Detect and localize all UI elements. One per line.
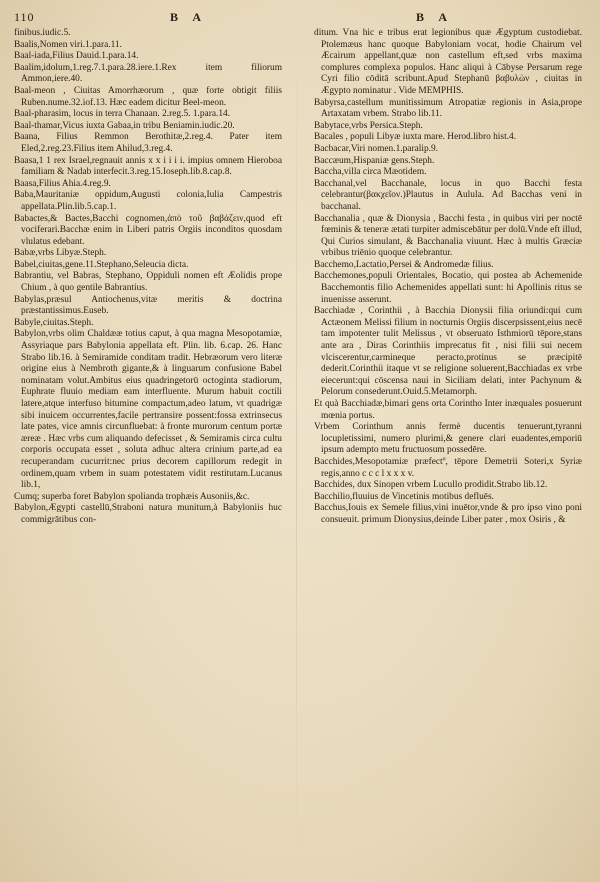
running-head-left: B A — [170, 10, 208, 24]
dictionary-entry: finibus.iudic.5. — [14, 28, 71, 38]
dictionary-entry: Babylas,præsul Antiochenus,vitæ meritis & doctrina præstantissimus.Euseb. — [14, 294, 282, 317]
dictionary-entry: Baalim,idolum,1.reg.7.1.para.28.iere.1.Rex item filiorum Ammon,iere.40. — [14, 62, 282, 85]
right-column — [314, 28, 582, 527]
dictionary-entry: Babactes,& Bactes,Bacchi cognomen,ἀπὸ τοῦ βαβάζειν,quod eft vociferari.Bacchæ enim in Liberi patris Orgiis inconditos quosdam vlulatus edebant. — [14, 213, 282, 247]
dictionary-entry: Cumq; superba foret Babylon spolianda trophæis Ausoniis,&c. — [14, 491, 250, 502]
dictionary-entry: Vrbem Corinthum annis fermè ducentis tenuerunt,tyranni locupletissimi, numero plurimi,& genere clari euadentes,emporiū ipsum adempto metu fructuosum possedēre. — [314, 422, 582, 456]
dictionary-entry: Baba,Mauritaniæ oppidum,Augusti colonia,Iulia Campestris appellata.Plin.lib.5.cap.1. — [14, 190, 282, 212]
dictionary-entry: Baana, Filius Remmon Berothitæ,2.reg.4. Pater item Eled,2.reg.23.Filius item Ahilud,3.reg.4. — [14, 132, 282, 154]
left-column — [14, 28, 282, 527]
dictionary-entry: ditum. Vna hic e tribus erat legionibus quæ Ægyptum custodiebat. Ptolemæus hanc quoque Babyloniam vocat, hodie Chairum vel Æcairum appellant,quæ non castellum eft,sed vrbs maxima complures complexa populos. Hanc aliqui à Cābyse Persarum rege Cyri filio cōditā scribunt.Apud Stephanū βαβυλὼν , ciuitas in Ægypto nominatur . Vide MEMPHIS. — [314, 28, 582, 96]
dictionary-entry: Babytace,vrbs Persica.Steph. — [314, 120, 423, 131]
page-header — [0, 8, 600, 28]
dictionary-entry: Baal-thamar,Vicus iuxta Gabaa,in tribu Beniamin.iudic.20. — [14, 120, 235, 131]
dictionary-entry: Bacchemones,populi Orientales, Bocatio, qui postea ab Achemenide Bacchemontis filio Achemenides appellati sunt: hi Apollinis ritus se inuenisse asserunt. — [314, 271, 582, 305]
dictionary-entry: Baal-meon , Ciuitas Amorrhæorum , quæ forte obtigit filiis Ruben.nume.32.iof.13. Hæc eadem dicitur Beel-meon. — [14, 85, 282, 108]
dictionary-entry: Bacchus,Iouis ex Semele filius,vini inuētor,vnde & pro ipso vino poni consueuit. primum Dionysius,deinde Liber pater , mox Osiris , & — [314, 503, 582, 525]
dictionary-entry: Bacchanalia , quæ & Dionysia , Bacchi festa , in quibus viri per noctē fœminis & teneræ ætati turpiter admiscebātur per dolū.Vnde eft illud, Qui Curios simulant, & Bacchanalia viuunt. Hæc à multis Græciæ vrbibus triēnio quoque celebrantur. — [314, 213, 582, 259]
dictionary-entry: Baalis,Nomen viri.1.para.11. — [14, 39, 122, 50]
dictionary-entry: Baccæum,Hispaniæ gens.Steph. — [314, 155, 435, 166]
dictionary-entry: Baccha,villa circa Mæotidem. — [314, 167, 427, 178]
dictionary-entry: Bacchilio,fluuius de Vincetinis motibus defluēs. — [314, 491, 494, 502]
dictionary-entry: Baasa,Filius Ahia.4.reg.9. — [14, 178, 111, 189]
dictionary-entry: Baal-pharasim, locus in terra Chanaan. 2.reg.5. 1.para.14. — [14, 109, 231, 120]
dictionary-entry: Bacales , populi Libyæ iuxta mare. Herod.libro hist.4. — [314, 132, 517, 143]
dictionary-entry: Baal-iada,Filius Dauid.1.para.14. — [14, 51, 139, 62]
dictionary-entry: Et quà Bacchiadæ,bimari gens orta Corintho Inter inæquales posuerunt mœnia portus. — [314, 399, 582, 421]
dictionary-entry: Babylon,vrbs olim Chaldææ totius caput, à qua magna Mesopotamiæ, Assyriaque pars Babylonia appellata eft. Plin. lib. 6.cap. 26. Hanc Strabo lib.16. à Semiramide conditam tradit. Hebræorum vero literæ origine eius à Nembroth gigante,& à linguarum confusione Babel nominatam volut.Ambitus eius quadringetorū octoginta stadiorum, Euphrate fluuio mediam eam interfluente. Murum habuit coctili latere,atque interfuso bitumine compactum,adeo latum, vt quadrigæ sibi inuicem occurrentes,facile pertransire possent:fossa extrinsecus late pates, vice amnis circunfluebat: à fronte murorum centum portæ æreæ . Hæc vrbs cum aliquando defecisset , & Semiramis circa cultu corporis occupata esset , soluta adhuc altera crinium parte,ad ea recuperandam cucurrit:nec prius decorem capillorum redegit in ordinem,quam vrbem in suam potestatem vidit restitutam.Lucanus lib.1, — [14, 329, 282, 491]
dictionary-entry: Bacchiadæ , Corinthii , à Bacchia Dionysii filia oriundi:qui cum Actæonem Melissi filium in nocturnis Orgiis discerpsissent,eius necē tam impotenter tulit Melissus , vt obseruato Isthmiorū tēpore,stans ante ara , Diras Corinthiis imprecatus fit , nisi filii sui necem vlciscerentur,carmineque peracto,protinus se præcipitē dederit.Corinthii itaque vt se religione soluerent,Bacchiadas ex vrbe eiecerunt:qui cōscensa naui in Siciliam delati, inter Pachynum & Pelorum consederunt.Ouid.5.Metamorph. — [314, 306, 582, 398]
dictionary-entry: Bacbacar,Viri nomen.1.paralip.9. — [314, 143, 439, 154]
page-number: 110 — [14, 10, 35, 24]
column-gutter — [296, 26, 297, 876]
dictionary-entry: Babyle,ciuitas.Steph. — [14, 317, 94, 328]
dictionary-entry: Babæ,vrbs Libyæ.Steph. — [14, 248, 107, 259]
dictionary-entry: Bacchemo,Lactatio,Persei & Andromedæ filius. — [314, 259, 494, 270]
dictionary-entry: Babrantiu, vel Babras, Stephano, Oppiduli nomen eft Æolidis prope Chium , à quo gentile Babrantius. — [14, 271, 282, 294]
dictionary-entry: Babel,ciuitas,gene.11.Stephano,Seleucia dicta. — [14, 259, 189, 270]
dictionary-entry: Babyrsa,castellum munitissimum Atropatiæ regionis in Asia,prope Artaxatam vrbem. Strabo lib.11. — [314, 97, 582, 120]
dictionary-entry: Bacchanal,vel Bacchanale, locus in quo Bacchi festa celebrantur(βακχεῖον.)Plautus in Aulula. Ad Bacchas veni in bacchanal. — [314, 178, 582, 212]
running-head-right: B A — [416, 10, 454, 24]
dictionary-entry: Babylon,Ægypti castellū,Straboni natura munitum,à Babyloniis huc commigrātibus con- — [14, 503, 282, 525]
dictionary-entry: Baasa,1 1 rex Israel,regnauit annis x x i i i i. impius omnem Hieroboa familiam & Nadab interfecit.3.reg.15.Ioseph.lib.8.cap.8. — [14, 155, 282, 178]
dictionary-entry: Bacchides,Mesopotamiæ præfectº, tēpore Demetrii Soteri,x Syriæ regis,anno c c c l x x x v. — [314, 456, 582, 479]
dictionary-entry: Bacchides, dux Sinopen vrbem Lucullo prodidit.Strabo lib.12. — [314, 480, 548, 491]
